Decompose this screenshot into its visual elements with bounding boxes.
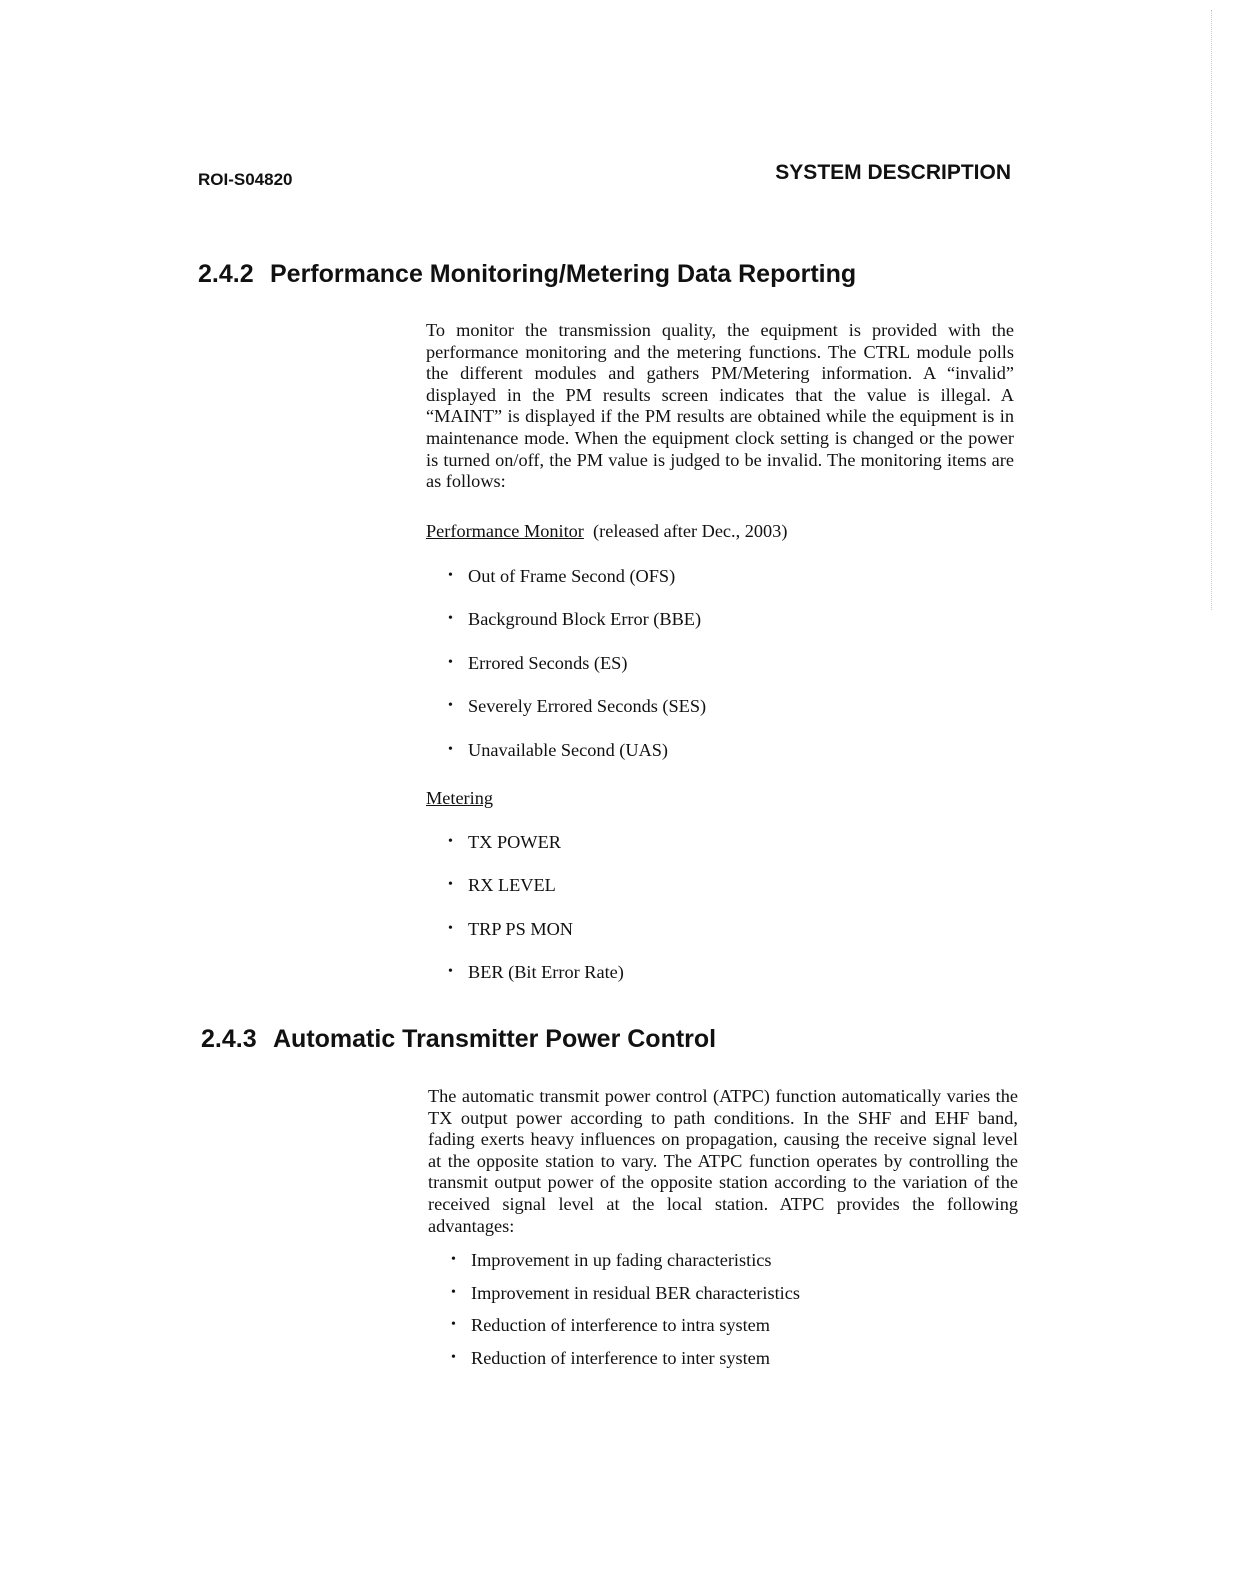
subheading-note: (released after Dec., 2003) [593, 521, 788, 541]
atpc-advantages-list [451, 1249, 800, 1380]
section-number: 2.4.3 [201, 1025, 257, 1053]
section-number: 2.4.2 [198, 260, 254, 288]
document-section-title: SYSTEM DESCRIPTION [775, 161, 1011, 184]
subheading-label: Metering [426, 788, 494, 808]
section-paragraph: The automatic transmit power control (ATPC) function automatically varies the TX output power according to path conditions. In the SHF and EHF band, fading exerts heavy influences on propagation, causing the receive signal level at the opposite station to vary. The ATPC function operates by controlling the transmit output power of the opposite station according to the variation of the received signal level at the local station. ATPC provides the following advantages: [428, 1086, 1018, 1236]
section-title: Performance Monitoring/Metering Data Reporting [270, 260, 857, 288]
subheading-label: Performance Monitor [426, 521, 584, 541]
list-item: • Improvement in up fading characteristics [451, 1249, 800, 1282]
metering-subheading [426, 788, 493, 809]
section-heading-2-4-2 [198, 260, 856, 289]
list-item: • Unavailable Second (UAS) [448, 739, 706, 782]
list-item: • Improvement in residual BER characteristics [451, 1282, 800, 1315]
metering-list [448, 831, 624, 1005]
section-paragraph: To monitor the transmission quality, the equipment is provided with the performance monitoring and the metering functions. The CTRL module polls the different modules and gathers PM/Metering information. A “invalid” displayed in the PM results screen indicates that the value is illegal. A “MAINT” is displayed if the PM results are obtained while the equipment is in maintenance mode. When the equipment clock setting is changed or the power is turned on/off, the PM value is judged to be invalid. The monitoring items are as follows: [426, 320, 1014, 492]
section-heading-2-4-3 [201, 1025, 716, 1054]
list-item: • BER (Bit Error Rate) [448, 961, 624, 1004]
list-item: • TX POWER [448, 831, 624, 874]
section-title: Automatic Transmitter Power Control [273, 1025, 717, 1053]
performance-monitor-list [448, 565, 706, 782]
list-item: • Reduction of interference to intra system [451, 1314, 800, 1347]
list-item: • Reduction of interference to inter system [451, 1347, 800, 1380]
performance-monitor-subheading [426, 521, 787, 542]
list-item: • RX LEVEL [448, 874, 624, 917]
scan-margin-line [1211, 10, 1212, 610]
list-item: • TRP PS MON [448, 918, 624, 961]
list-item: • Out of Frame Second (OFS) [448, 565, 706, 608]
document-id: ROI-S04820 [198, 170, 293, 189]
list-item: • Severely Errored Seconds (SES) [448, 695, 706, 738]
list-item: • Background Block Error (BBE) [448, 608, 706, 651]
list-item: • Errored Seconds (ES) [448, 652, 706, 695]
